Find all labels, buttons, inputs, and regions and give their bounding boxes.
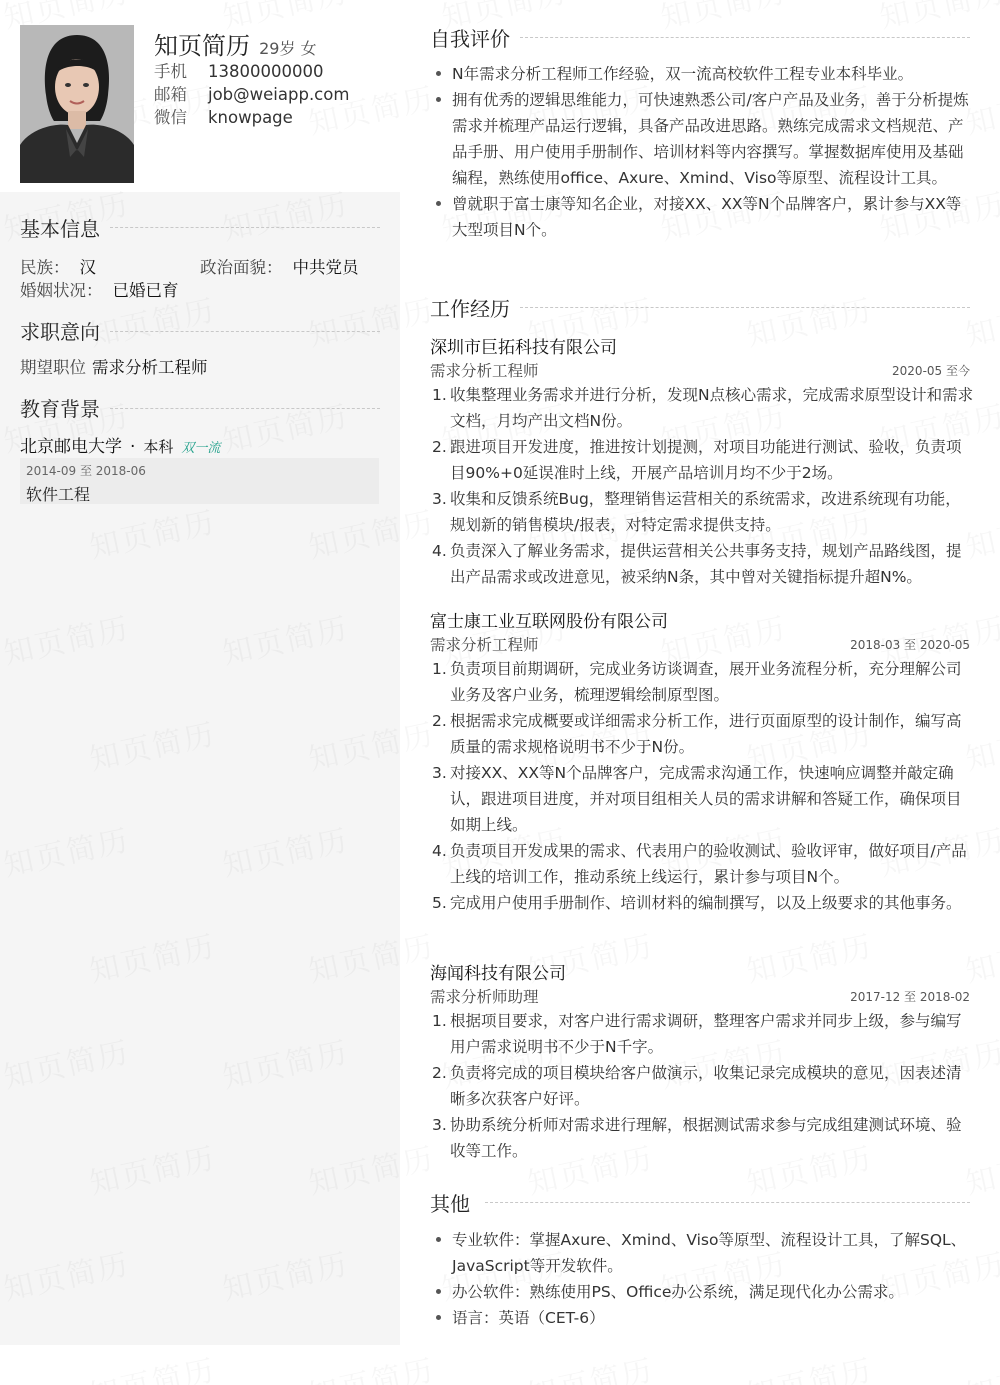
list-item: 办公软件：熟练使用PS、Office办公系统，满足现代化办公需求。	[430, 1279, 975, 1305]
phone-label: 手机	[154, 62, 187, 81]
name-line	[154, 26, 317, 61]
list-item: 1. 根据项目要求，对客户进行需求调研，整理客户需求并同步上级，参与编写用户需求说明书不少于N千字。	[432, 1012, 962, 1056]
self-eval-divider	[520, 37, 970, 38]
list-item: 2. 负责将完成的项目模块给客户做演示，收集记录完成模块的意见，因表述清晰多次获客户好评。	[432, 1064, 962, 1108]
list-item: 1. 收集整理业务需求并进行分析，发现N点核心需求，完成需求原型设计和需求文档，月均产出文档N份。	[432, 386, 974, 430]
job-duties-list	[430, 1008, 975, 1164]
position-label: 期望职位	[20, 358, 86, 377]
company-name: 深圳市巨拓科技有限公司	[430, 338, 617, 358]
email-label: 邮箱	[154, 85, 187, 104]
intent-divider	[110, 331, 380, 332]
intent-title: 求职意向	[20, 320, 100, 344]
job-period: 2017-12 至 2018-02	[850, 990, 970, 1004]
avatar-photo	[20, 25, 134, 183]
basic-info-divider	[110, 227, 380, 228]
list-item: 5. 完成用户使用手册制作、培训材料的编制撰写，以及上级要求的其他事务。	[432, 894, 962, 912]
contact-phone	[154, 58, 323, 82]
marital-label: 婚姻状况：	[20, 281, 103, 300]
work-divider	[520, 307, 970, 308]
political-row	[200, 254, 359, 278]
list-item: 4. 负责深入了解业务需求，提供运营相关公共事务支持，规划产品路线图，提出产品需求或改进意见，被采纳N条，其中曾对关键指标提升超N%。	[432, 542, 962, 586]
other-title: 其他	[430, 1192, 470, 1216]
ethnicity-row	[20, 254, 96, 278]
position-value: 需求分析工程师	[92, 358, 208, 377]
list-item: 4. 负责项目开发成果的需求、代表用户的验收测试、验收评审，做好项目/产品上线的培训工作，推动系统上线运行，累计参与项目N个。	[432, 842, 967, 886]
other-divider	[485, 1202, 970, 1203]
job-duties-list	[430, 382, 975, 590]
job-duties-list	[430, 656, 975, 916]
job-role: 需求分析工程师	[430, 362, 539, 380]
company-name: 富士康工业互联网股份有限公司	[430, 612, 668, 632]
phone-value: 13800000000	[208, 62, 324, 81]
work-title: 工作经历	[430, 297, 510, 321]
school-line	[20, 432, 220, 457]
education-detail-box	[20, 458, 379, 504]
degree: 本科	[143, 438, 174, 456]
contact-email	[154, 81, 349, 105]
job-period: 2020-05 至今	[892, 364, 970, 378]
job-role: 需求分析工程师	[430, 636, 539, 654]
list-item: 3. 对接XX、XX等N个品牌客户，完成需求沟通工作，快速响应调整并敲定确认，跟进项目进度，并对项目组相关人员的需求讲解和答疑工作，确保项目如期上线。	[432, 764, 962, 834]
list-item: 2. 根据需求完成概要或详细需求分析工作，进行页面原型的设计制作，编写高质量的需求规格说明书不少于N份。	[432, 712, 962, 756]
political-label: 政治面貌：	[200, 258, 283, 277]
education-divider	[110, 408, 380, 409]
list-item: 拥有优秀的逻辑思维能力，可快速熟悉公司/客户产品及业务，善于分析提炼需求并梳理产品运行逻辑，具备产品改进思路。熟练完成需求文档规范、产品手册、用户使用手册制作、培训材料等内容撰写。掌握数据库使用及基础编程，熟练使用office、Axure、Xmind、Viso等原型、流程设计工具。	[430, 87, 975, 191]
list-item: 2. 跟进项目开发进度，推进按计划提测，对项目功能进行测试、验收，负责项目90%+0延误准时上线，开展产品培训月均不少于2场。	[432, 438, 962, 482]
list-item: 专业软件：掌握Axure、Xmind、Viso等原型、流程设计工具，了解SQL、JavaScript等开发软件。	[430, 1227, 975, 1279]
wechat-value: knowpage	[208, 108, 293, 127]
person-name: 知页简历	[154, 32, 250, 60]
email-value: job@weiapp.com	[208, 85, 350, 104]
basic-info-title: 基本信息	[20, 217, 100, 241]
list-item: 3. 协助系统分析师对需求进行理解，根据测试需求参与完成组建测试环境、验收等工作。	[432, 1116, 962, 1160]
education-major: 软件工程	[26, 485, 91, 504]
other-list	[430, 1227, 975, 1331]
list-item: 1. 负责项目前期调研，完成业务访谈调查，展开业务流程分析，充分理解公司业务及客户业务，梳理逻辑绘制原型图。	[432, 660, 962, 704]
ethnicity-label: 民族：	[20, 258, 70, 277]
ethnicity-value: 汉	[79, 258, 96, 277]
list-item: 曾就职于富士康等知名企业，对接XX、XX等N个品牌客户，累计参与XX等大型项目N个。	[430, 191, 975, 243]
company-name: 海闻科技有限公司	[430, 964, 566, 984]
separator-dot: ·	[130, 437, 136, 457]
school-tag: 双一流	[181, 441, 221, 456]
intent-row	[20, 354, 208, 378]
marital-row	[20, 277, 179, 301]
list-item: 语言：英语（CET-6）	[430, 1305, 975, 1331]
contact-wechat	[154, 104, 293, 128]
school-name: 北京邮电大学	[20, 437, 122, 457]
self-eval-list	[430, 61, 975, 243]
self-eval-title: 自我评价	[430, 27, 510, 51]
age-gender: 29岁 女	[259, 39, 317, 58]
education-title: 教育背景	[20, 397, 100, 421]
job-period: 2018-03 至 2020-05	[850, 638, 970, 652]
job-role: 需求分析师助理	[430, 988, 539, 1006]
education-period: 2014-09 至 2018-06	[26, 464, 146, 478]
list-item: 3. 收集和反馈系统Bug，整理销售运营相关的系统需求，改进系统现有功能，规划新的销售模块/报表，对特定需求提供支持。	[432, 490, 961, 534]
marital-value: 已婚已育	[112, 281, 179, 300]
wechat-label: 微信	[154, 108, 187, 127]
political-value: 中共党员	[292, 258, 359, 277]
list-item: N年需求分析工程师工作经验，双一流高校软件工程专业本科毕业。	[430, 61, 975, 87]
